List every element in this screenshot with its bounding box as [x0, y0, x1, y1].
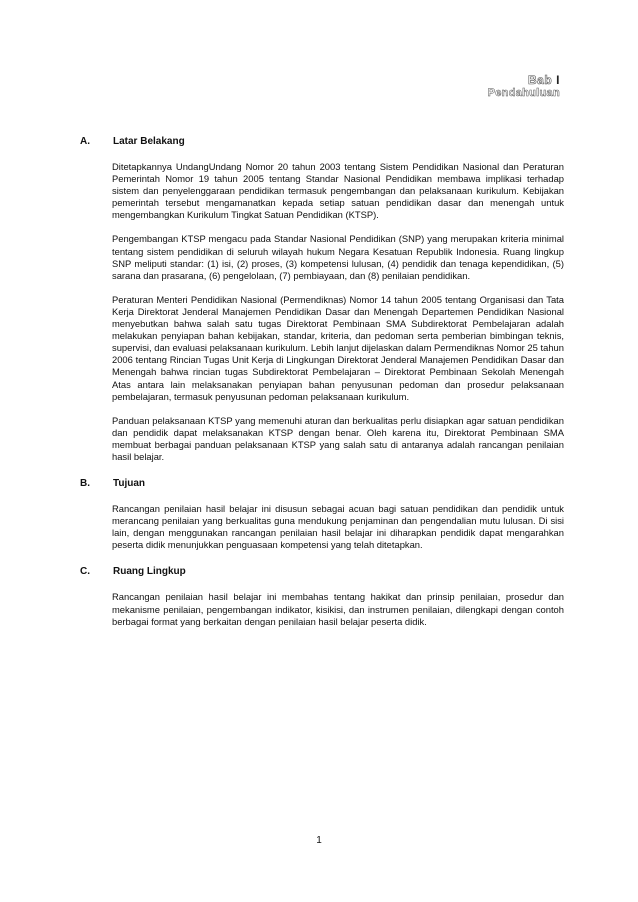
chapter-label	[488, 74, 560, 87]
paragraph: Pengembangan KTSP mengacu pada Standar Nasional Pendidikan (SNP) yang merupakan kriteria minimal tentang sistem pendidikan di seluruh wilayah hukum Negara Kesatuan Republik Indonesia. Ruang lingkup SNP meliputi standar: (1) isi, (2) proses, (3) kompetensi lulusan, (4) pendidik dan tenaga kependidikan, (5) sarana dan prasarana, (6) pengelolaan, (7) pembiayaan, dan (8) penilaian pendidikan.	[112, 233, 564, 281]
section-heading-tujuan	[80, 477, 564, 490]
bab-number: I	[556, 73, 560, 87]
section-title: Tujuan	[113, 478, 146, 490]
bab-label: Bab	[527, 73, 553, 87]
section-letter: C.	[80, 566, 90, 578]
section-heading-ruang-lingkup	[80, 565, 564, 578]
document-body	[80, 135, 564, 640]
paragraph: Peraturan Menteri Pendidikan Nasional (Permendiknas) Nomor 14 tahun 2005 tentang Organisasi dan Tata Kerja Direktorat Jenderal Manajemen Pendidikan Dasar dan Menengah Departemen Pendidikan Nasional menyebutkan bahwa salah satu tugas Direktorat Pembinaan SMA Subdirektorat Pembelajaran adalah melakukan penyiapan bahan kebijakan, standar, kriteria, dan pedoman serta pemberian bimbingan teknis, supervisi, dan evaluasi pelaksanaan kurikulum. Lebih lanjut dijelaskan dalam Permendiknas Nomor 25 tahun 2006 tentang Rincian Tugas Unit Kerja di Lingkungan Direktorat Jenderal Manajemen Pendidikan Dasar dan Menengah bahwa rincian tugas Subdirektorat Pembelajaran – Direktorat Pembinaan Sekolah Menengah Atas antara lain melaksanakan penyiapan bahan penyusunan pedoman dan prosedur pelaksanaan pembelajaran, termasuk penyusunan pedoman pelaksanaan kurikulum.	[112, 293, 564, 402]
chapter-title: Pendahuluan	[487, 87, 560, 99]
paragraph: Ditetapkannya UndangUndang Nomor 20 tahun 2003 tentang Sistem Pendidikan Nasional dan Peraturan Pemerintah Nomor 19 tahun 2005 tentang Standar Nasional Pendidikan membawa implikasi terhadap sistem dan penyelenggaraan pendidikan termasuk pengembangan dan pelaksanaan kurikulum. Kebijakan pemerintah tersebut mengamanatkan kepada setiap satuan pendidikan dasar dan menengah untuk mengembangkan Kurikulum Tingkat Satuan Pendidikan (KTSP).	[112, 161, 564, 221]
paragraph: Rancangan penilaian hasil belajar ini disusun sebagai acuan bagi satuan pendidikan dan pendidik untuk merancang penilaian yang berkualitas guna mendukung penjaminan dan pengendalian mutu lulusan. Di sisi lain, dengan menggunakan rancangan penilaian hasil belajar ini diharapkan pendidik dapat mengarahkan peserta didik menunjukkan penguasaan kompetensi yang telah ditetapkan.	[112, 503, 564, 551]
page-number: 1	[316, 835, 322, 846]
section-title: Latar Belakang	[113, 136, 185, 147]
paragraph: Panduan pelaksanaan KTSP yang memenuhi aturan dan berkualitas perlu disiapkan agar satuan pendidikan dan pendidik dapat melaksanakan KTSP dengan benar. Oleh karena itu, Direktorat Pembinaan SMA membuat berbagai panduan pelaksanaan KTSP yang salah satu di antaranya adalah rancangan penilaian hasil belajar.	[112, 414, 564, 462]
chapter-header	[488, 74, 560, 100]
paragraph: Rancangan penilaian hasil belajar ini membahas tentang hakikat dan prinsip penilaian, prosedur dan mekanisme penilaian, pengembangan indikator, kisikisi, dan instrumen penilaian, dilengkapi dengan contoh berbagai format yang berkaitan dengan penilaian hasil belajar peserta didik.	[112, 591, 564, 627]
section-letter: B.	[80, 478, 90, 490]
section-heading-latar-belakang	[80, 135, 564, 148]
section-title: Ruang Lingkup	[113, 566, 186, 578]
section-letter: A.	[80, 136, 90, 147]
